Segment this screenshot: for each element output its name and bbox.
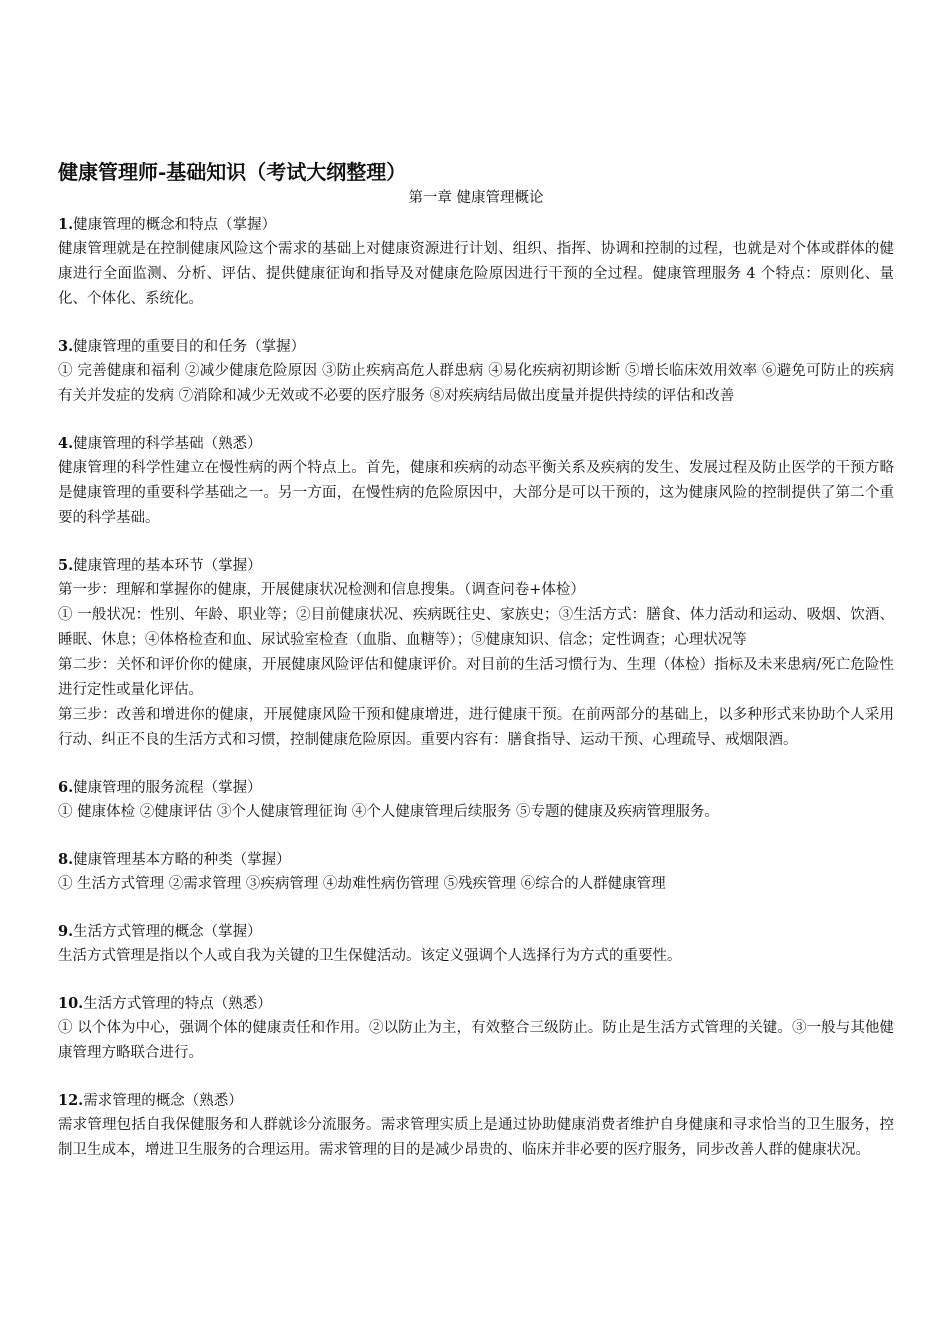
section <box>58 1089 894 1163</box>
section-number: 4. <box>58 435 74 452</box>
section <box>58 776 894 825</box>
section <box>58 920 894 969</box>
section-number: 6. <box>58 779 74 796</box>
sections-container <box>58 213 894 1163</box>
section-heading <box>58 776 894 800</box>
section-paragraph: 生活方式管理是指以个人或自我为关键的卫生保健活动。该定义强调个人选择行为方式的重要性。 <box>58 948 682 964</box>
section-heading-text: 健康管理基本方略的种类（掌握） <box>73 852 291 868</box>
section-heading-text: 健康管理的服务流程（掌握） <box>73 780 262 796</box>
section <box>58 848 894 897</box>
section <box>58 992 894 1066</box>
section-paragraph: ① 一般状况：性别、年龄、职业等；②目前健康状况、疾病既往史、家族史；③生活方式：膳食、体力活动和运动、吸烟、饮酒、睡眠、休息；④体格检查和血、尿试验室检查（血脂、血糖等）；⑤健康知识、信念；定性调查；心理状况等 <box>58 607 894 648</box>
section <box>58 335 894 409</box>
section-paragraph: ① 完善健康和福利 ②减少健康危险原因 ③防止疾病高危人群患病 ④易化疾病初期诊断 ⑤增长临床效用效率 ⑥避免可防止的疾病有关并发症的发病 ⑦消除和减少无效或不必要的医疗服务 ⑧对疾病结局做出度量并提供持续的评估和改善 <box>58 363 894 404</box>
section-heading-text: 生活方式管理的特点（熟悉） <box>83 996 272 1012</box>
section-number: 8. <box>58 851 74 868</box>
section-number: 9. <box>58 923 74 940</box>
section-heading-text: 健康管理的概念和特点（掌握） <box>73 217 277 233</box>
section-paragraph: 第二步：关怀和评价你的健康，开展健康风险评估和健康评价。对目前的生活习惯行为、生理（体检）指标及未来患病/死亡危险性进行定性或量化评估。 <box>58 657 894 698</box>
section-number: 1. <box>58 216 74 233</box>
section-heading-text: 生活方式管理的概念（掌握） <box>73 924 262 940</box>
chapter-heading: 第一章 健康管理概论 <box>408 190 544 206</box>
section-paragraph: ① 健康体检 ②健康评估 ③个人健康管理征询 ④个人健康管理后续服务 ⑤专题的健康及疾病管理服务。 <box>58 804 720 820</box>
section-heading <box>58 554 894 578</box>
section-heading <box>58 920 894 944</box>
section-number: 3. <box>58 338 74 355</box>
section-number: 10. <box>58 995 84 1012</box>
section-paragraph: 需求管理包括自我保健服务和人群就诊分流服务。需求管理实质上是通过协助健康消费者维护自身健康和寻求恰当的卫生服务，控制卫生成本，增进卫生服务的合理运用。需求管理的目的是减少昂贵的、临床并非必要的医疗服务，同步改善人群的健康状况。 <box>58 1117 894 1158</box>
document-page <box>58 157 894 1186</box>
section-heading <box>58 432 894 456</box>
section-number: 12. <box>58 1092 84 1109</box>
section-paragraph: 第三步：改善和增进你的健康，开展健康风险干预和健康增进，进行健康干预。在前两部分的基础上，以多种形式来协助个人采用行动、纠正不良的生活方式和习惯，控制健康危险原因。重要内容有：膳食指导、运动干预、心理疏导、戒烟限酒。 <box>58 707 894 748</box>
section-heading-text: 健康管理的科学基础（熟悉） <box>73 436 262 452</box>
section-heading <box>58 1089 894 1113</box>
section-heading <box>58 992 894 1016</box>
section-paragraph: 健康管理的科学性建立在慢性病的两个特点上。首先，健康和疾病的动态平衡关系及疾病的发生、发展过程及防止医学的干预方略是健康管理的重要科学基础之一。另一方面，在慢性病的危险原因中，大部分是可以干预的，这为健康风险的控制提供了第二个重要的科学基础。 <box>58 460 894 526</box>
section <box>58 554 894 753</box>
section-heading-text: 需求管理的概念（熟悉） <box>83 1093 243 1109</box>
section-heading <box>58 848 894 872</box>
section-number: 5. <box>58 557 74 574</box>
section <box>58 432 894 531</box>
section-paragraph: ① 以个体为中心，强调个体的健康责任和作用。②以防止为主，有效整合三级防止。防止是生活方式管理的关键。③一般与其他健康管理方略联合进行。 <box>58 1020 894 1061</box>
section <box>58 213 894 312</box>
section-heading <box>58 213 894 237</box>
section-paragraph: 健康管理就是在控制健康风险这个需求的基础上对健康资源进行计划、组织、指挥、协调和控制的过程，也就是对个体或群体的健康进行全面监测、分析、评估、提供健康征询和指导及对健康危险原因进行干预的全过程。健康管理服务 4 个特点：原则化、量化、个体化、系统化。 <box>58 241 894 307</box>
section-heading-text: 健康管理的基本环节（掌握） <box>73 558 262 574</box>
section-paragraph: 第一步：理解和掌握你的健康，开展健康状况检测和信息搜集。（调查问卷+体检） <box>58 582 585 598</box>
section-heading <box>58 335 894 359</box>
document-title: 健康管理师-基础知识（考试大纲整理） <box>58 160 407 184</box>
section-heading-text: 健康管理的重要目的和任务（掌握） <box>73 339 306 355</box>
section-paragraph: ① 生活方式管理 ②需求管理 ③疾病管理 ④劫难性病伤管理 ⑤残疾管理 ⑥综合的人群健康管理 <box>58 876 666 892</box>
